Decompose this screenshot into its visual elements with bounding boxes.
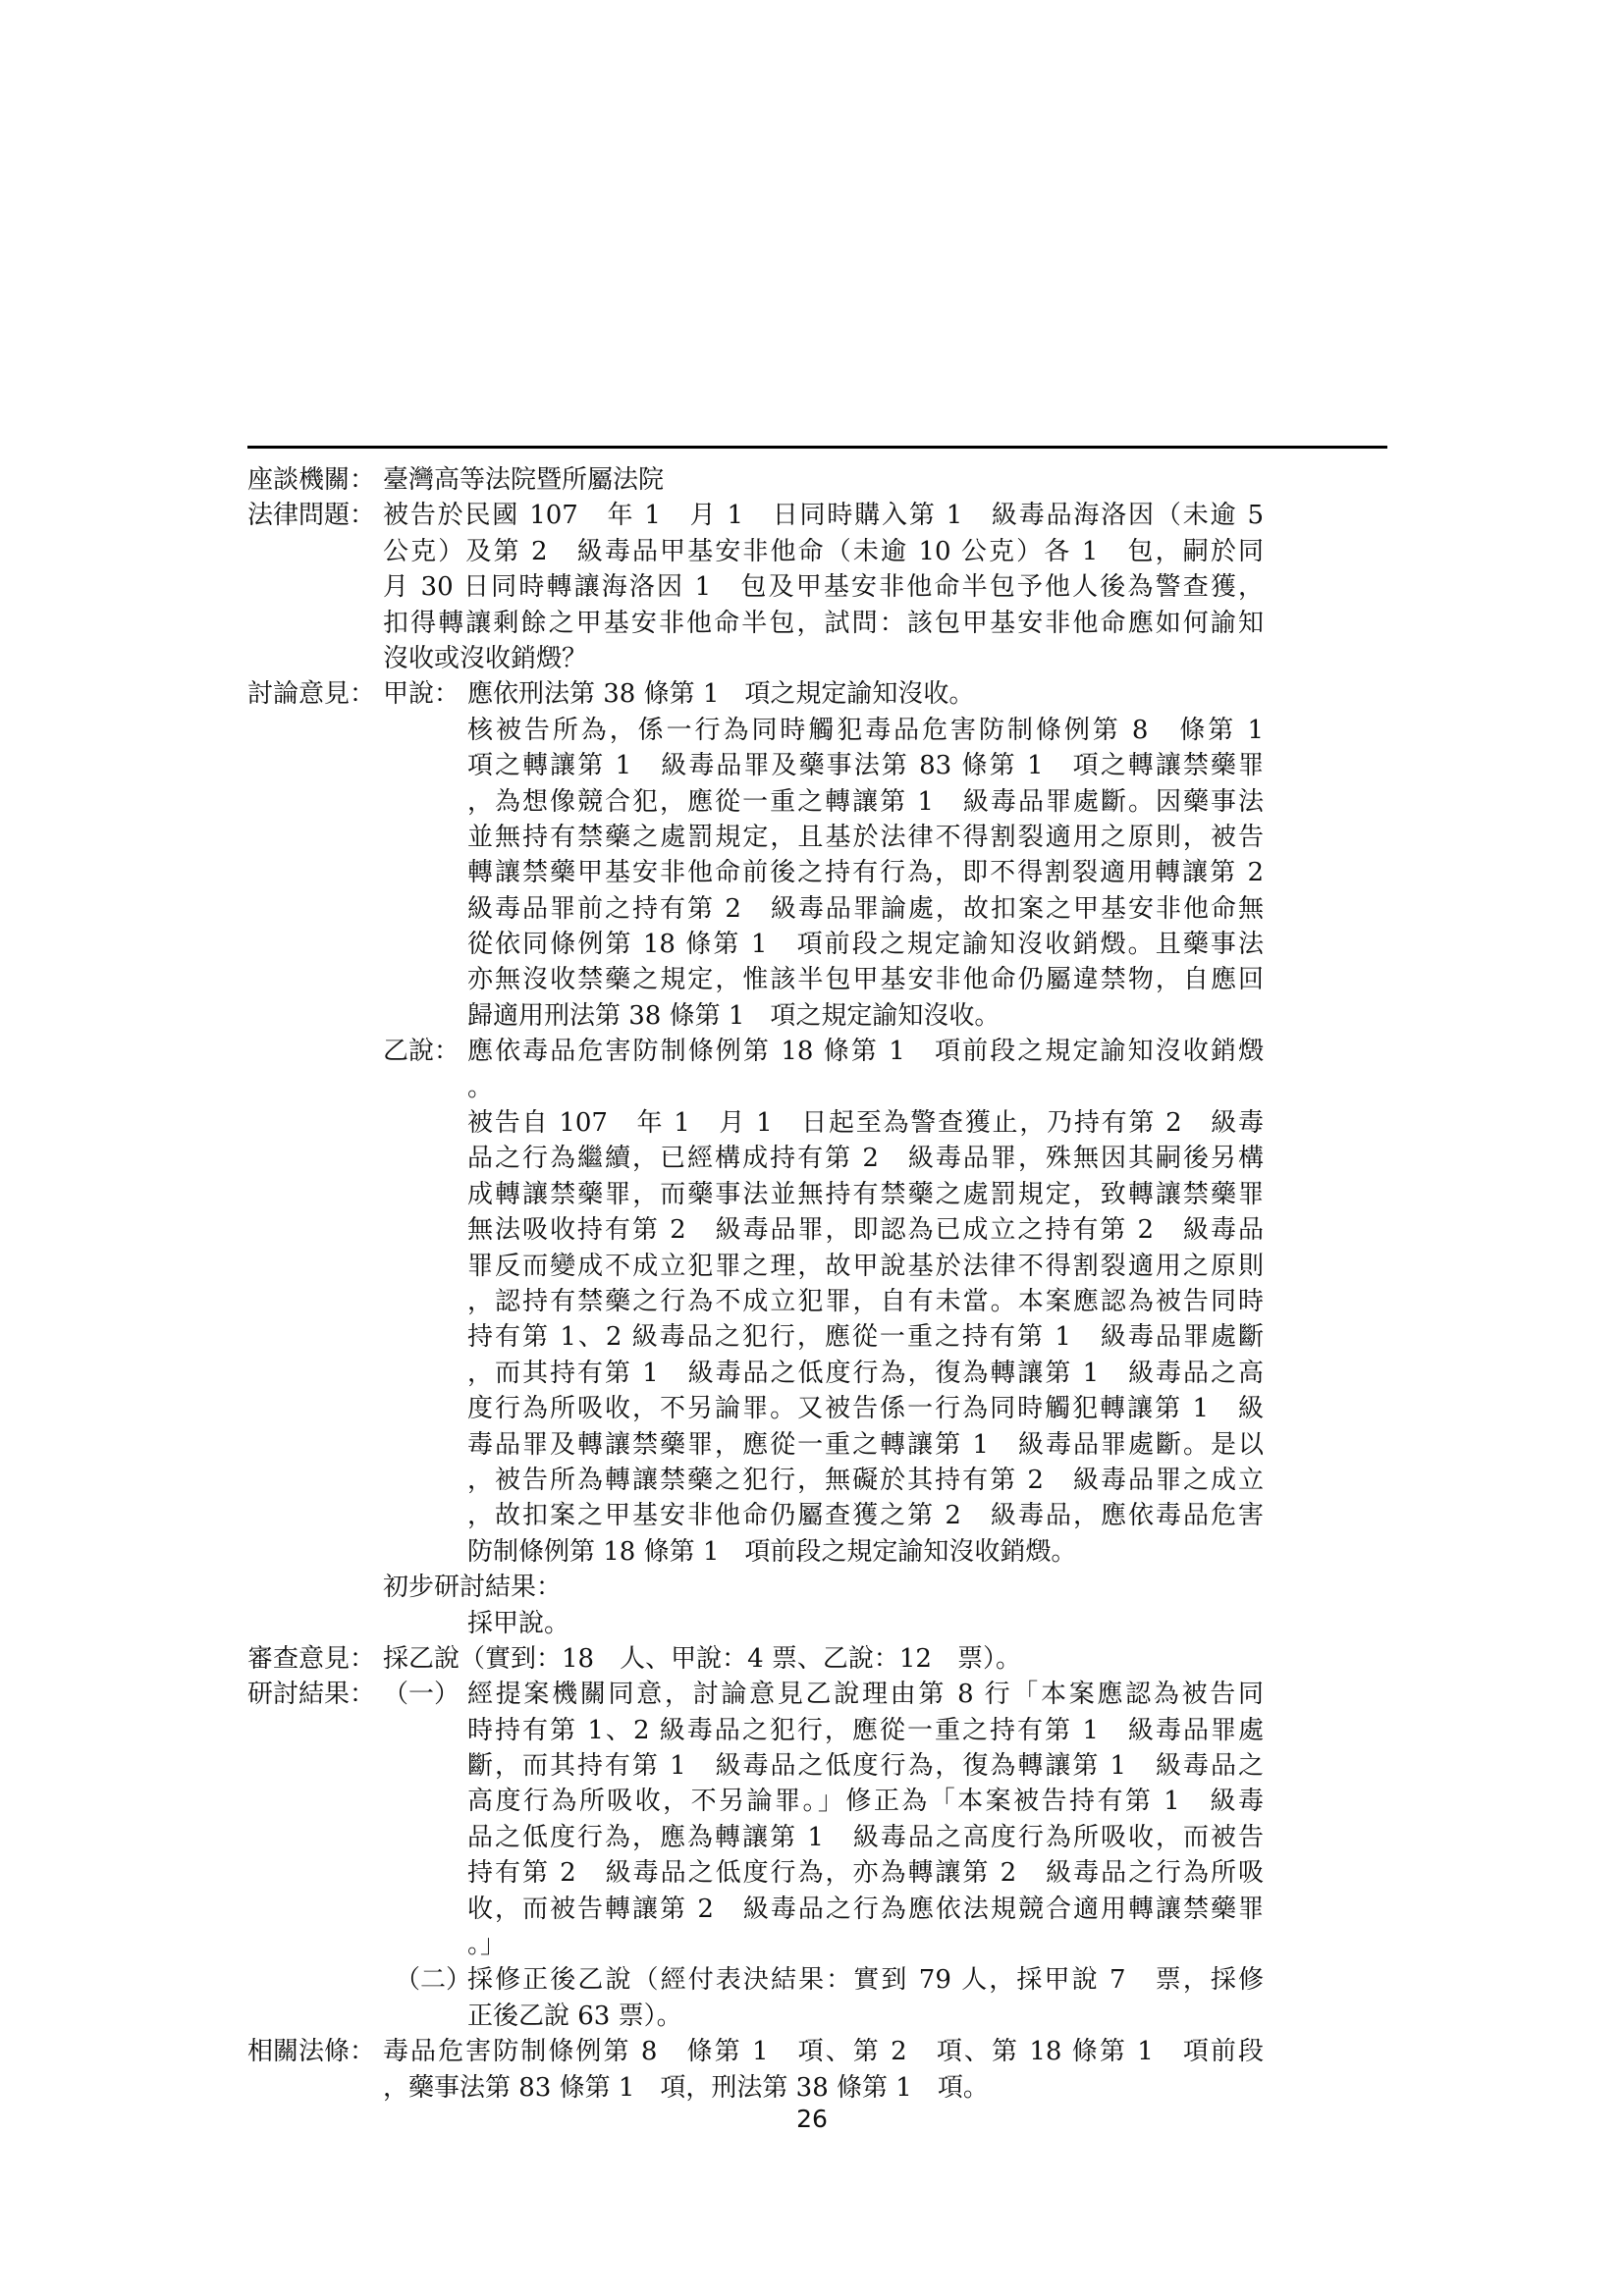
view-b-reason-line: [247, 1141, 1264, 1176]
view-b-reason: ，而其持有第 1 級毒品之低度行為，復為轉讓第 1 級毒品之高: [467, 1358, 1264, 1388]
statutes-text: ，藥事法第 83 條第 1 項，刑法第 38 條第 1 項。: [383, 2072, 989, 2103]
result-item1-text: 。」: [467, 1930, 507, 1960]
view-b-reason: 持有第 1、2 級毒品之犯行，應從一重之持有第 1 級毒品罪處斷: [467, 1322, 1264, 1353]
question-text: 被告於民國 107 年 1 月 1 日同時購入第 1 級毒品海洛因（未逾 5: [383, 501, 1264, 531]
preliminary-label: 初步研討結果：: [383, 1573, 563, 1603]
view-b-summary-end: 。: [467, 1072, 494, 1102]
view-b-reason: 防制條例第 18 條第 1 項前段之規定諭知沒收銷燬。: [467, 1536, 1077, 1567]
result-line: [247, 1892, 1264, 1927]
view-a-reason: 從依同條例第 18 條第 1 項前段之規定諭知沒收銷燬。且藥事法: [467, 930, 1264, 960]
view-b-line: [247, 1034, 1264, 1069]
review-line: [247, 1641, 1264, 1677]
result-line: [247, 1713, 1264, 1748]
venue-line: [247, 462, 1264, 498]
result-item2-marker: （二）: [395, 1965, 472, 1996]
result-item1-text: 品之低度行為，應為轉讓第 1 級毒品之高度行為所吸收，而被告: [467, 1822, 1264, 1852]
view-a-reason-line: [247, 927, 1264, 962]
result-item2-text: 採修正後乙說（經付表決結果：實到 79 人，採甲說 7 票，採修: [467, 1965, 1264, 1996]
view-b-reason-line: [247, 1498, 1264, 1533]
question-label: 法律問題：: [247, 501, 376, 531]
view-a-reason: ，為想像競合犯，應從一重之轉讓第 1 級毒品罪處斷。因藥事法: [467, 786, 1264, 817]
result-item2-text: 正後乙說 63 票）。: [467, 2001, 682, 2031]
view-b-reason-line: [247, 1212, 1264, 1248]
question-line: [247, 498, 1264, 533]
question-text: 公克）及第 2 級毒品甲基安非他命（未逾 10 公克）各 1 包，嗣於同: [383, 536, 1264, 566]
result-line: [247, 1855, 1264, 1891]
question-text: 月 30 日同時轉讓海洛因 1 包及甲基安非他命半包予他人後為警查獲，: [383, 572, 1264, 603]
view-b-label: 乙說：: [383, 1037, 460, 1067]
view-a-reason: 轉讓禁藥甲基安非他命前後之持有行為，即不得割裂適用轉讓第 2: [467, 858, 1264, 888]
view-a-reason-line: [247, 891, 1264, 927]
result-item1-text: 時持有第 1、2 級毒品之犯行，應從一重之持有第 1 級毒品罪處: [467, 1715, 1264, 1745]
question-text: 沒收或沒收銷燬？: [383, 643, 588, 673]
venue-label: 座談機關：: [247, 465, 376, 495]
venue-text: 臺灣高等法院暨所屬法院: [383, 465, 665, 495]
view-a-summary: 應依刑法第 38 條第 1 項之規定諭知沒收。: [467, 679, 975, 710]
page-number: 26: [796, 2105, 828, 2133]
view-a-reason: 歸適用刑法第 38 條第 1 項之規定諭知沒收。: [467, 1000, 1001, 1031]
question-line: [247, 606, 1264, 641]
preliminary-line: [247, 1606, 1264, 1641]
view-b-line: [247, 1070, 1264, 1105]
view-a-reason-line: [247, 748, 1264, 783]
view-b-reason-line: [247, 1534, 1264, 1570]
question-line: [247, 641, 1264, 676]
view-b-reason-line: [247, 1284, 1264, 1319]
view-b-reason-line: [247, 1356, 1264, 1391]
view-b-reason: 毒品罪及轉讓禁藥罪，應從一重之轉讓第 1 級毒品罪處斷。是以: [467, 1429, 1264, 1460]
view-b-summary: 應依毒品危害防制條例第 18 條第 1 項前段之規定諭知沒收銷燬: [467, 1037, 1264, 1067]
result-line: [247, 1748, 1264, 1784]
view-b-reason: 成轉讓禁藥罪，而藥事法並無持有禁藥之處罰規定，致轉讓禁藥罪: [467, 1179, 1264, 1209]
view-b-reason: ，認持有禁藥之行為不成立犯罪，自有未當。本案應認為被告同時: [467, 1286, 1264, 1316]
statutes-text: 毒品危害防制條例第 8 條第 1 項、第 2 項、第 18 條第 1 項前段: [383, 2037, 1264, 2067]
view-b-reason-line: [247, 1105, 1264, 1141]
view-b-reason: ，故扣案之甲基安非他命仍屬查獲之第 2 級毒品，應依毒品危害: [467, 1501, 1264, 1531]
view-b-reason-line: [247, 1463, 1264, 1498]
view-a-reason-line: [247, 998, 1264, 1034]
view-a-reason: 級毒品罪前之持有第 2 級毒品罪論處，故扣案之甲基安非他命無: [467, 893, 1264, 924]
view-a-reason-line: [247, 962, 1264, 997]
view-a-reason: 並無持有禁藥之處罰規定，且基於法律不得割裂適用之原則，被告: [467, 822, 1264, 852]
view-b-reason-line: [247, 1391, 1264, 1426]
view-b-reason: 無法吸收持有第 2 級毒品罪，即認為已成立之持有第 2 級毒品: [467, 1215, 1264, 1246]
statutes-line: [247, 2034, 1264, 2069]
question-line: [247, 534, 1264, 569]
result-item1-text: 收，而被告轉讓第 2 級毒品之行為應依法規競合適用轉讓禁藥罪: [467, 1894, 1264, 1924]
view-a-reason: 亦無沒收禁藥之規定，惟該半包甲基安非他命仍屬違禁物，自應回: [467, 965, 1264, 995]
view-a-reason-line: [247, 713, 1264, 748]
view-b-reason: 度行為所吸收，不另論罪。又被告係一行為同時觸犯轉讓第 1 級: [467, 1394, 1264, 1424]
view-b-reason: 品之行為繼續，已經構成持有第 2 級毒品罪，殊無因其嗣後另構: [467, 1144, 1264, 1174]
view-b-reason-line: [247, 1427, 1264, 1463]
view-b-reason: 被告自 107 年 1 月 1 日起至為警查獲止，乃持有第 2 級毒: [467, 1108, 1264, 1139]
result-item1-text: 經提案機關同意，討論意見乙說理由第 8 行「本案應認為被告同: [467, 1680, 1264, 1710]
view-a-reason-line: [247, 855, 1264, 890]
result-line: [247, 1999, 1264, 2034]
preliminary-text: 採甲說。: [467, 1608, 570, 1638]
result-item1-text: 高度行為所吸收，不另論罪。」修正為「本案被告持有第 1 級毒: [467, 1787, 1264, 1817]
result-line: [247, 1784, 1264, 1819]
result-line: [247, 1820, 1264, 1855]
view-b-reason-line: [247, 1319, 1264, 1355]
view-a-reason: 核被告所為，係一行為同時觸犯毒品危害防制條例第 8 條第 1: [467, 715, 1264, 745]
result-item1-marker: （一）: [383, 1680, 460, 1710]
result-item1-text: 持有第 2 級毒品之低度行為，亦為轉讓第 2 級毒品之行為所吸: [467, 1858, 1264, 1889]
view-b-reason: ，被告所為轉讓禁藥之犯行，無礙於其持有第 2 級毒品罪之成立: [467, 1465, 1264, 1495]
view-a-label: 甲說：: [383, 679, 460, 710]
view-b-reason: 罪反而變成不成立犯罪之理，故甲說基於法律不得割裂適用之原則: [467, 1251, 1264, 1281]
result-label: 研討結果：: [247, 1680, 376, 1710]
document-body: [247, 462, 1264, 2106]
view-b-reason-line: [247, 1249, 1264, 1284]
discussion-label: 討論意見：: [247, 679, 376, 710]
result-line: [247, 1962, 1264, 1998]
view-a-reason: 項之轉讓第 1 級毒品罪及藥事法第 83 條第 1 項之轉讓禁藥罪: [467, 751, 1264, 781]
result-line: [247, 1927, 1264, 1962]
view-b-reason-line: [247, 1177, 1264, 1212]
statutes-line: [247, 2070, 1264, 2106]
result-line: [247, 1677, 1264, 1712]
review-label: 審查意見：: [247, 1643, 376, 1674]
preliminary-line: [247, 1570, 1264, 1605]
question-text: 扣得轉讓剩餘之甲基安非他命半包，試問：該包甲基安非他命應如何諭知: [383, 608, 1264, 638]
view-a-reason-line: [247, 820, 1264, 855]
view-a-line: [247, 676, 1264, 712]
review-text: 採乙說（實到：18 人、甲說：4 票、乙說：12 票）。: [383, 1643, 1021, 1674]
result-item1-text: 斷，而其持有第 1 級毒品之低度行為，復為轉讓第 1 級毒品之: [467, 1751, 1264, 1782]
statutes-label: 相關法條：: [247, 2037, 376, 2067]
view-a-reason-line: [247, 784, 1264, 820]
header-rule: [247, 446, 1387, 449]
question-line: [247, 569, 1264, 605]
